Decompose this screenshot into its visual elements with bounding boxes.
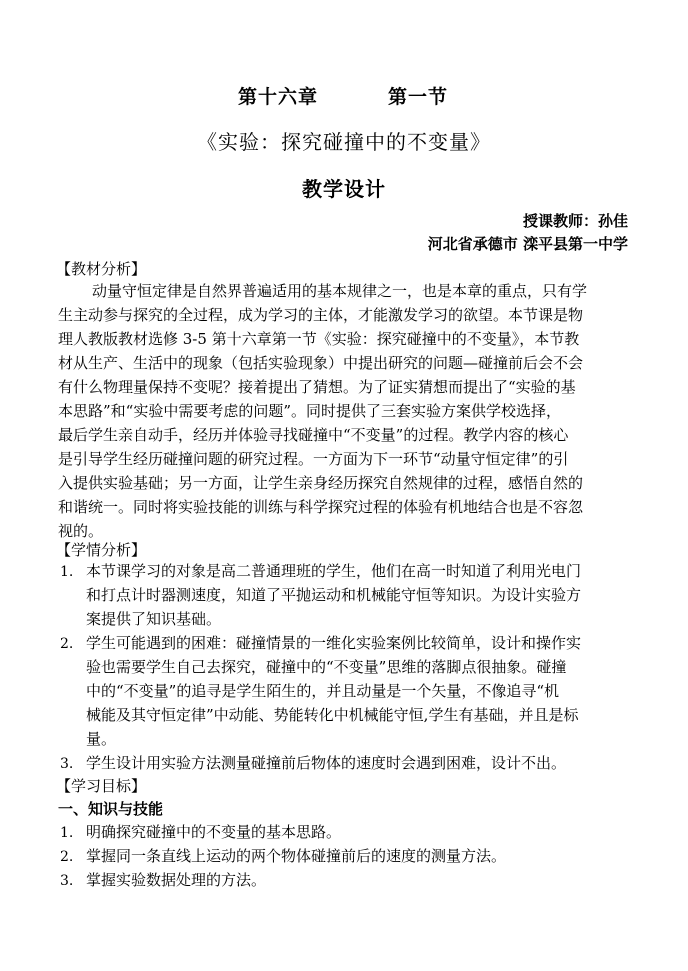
paragraph-line: 量。	[86, 730, 117, 748]
paragraph-line: 掌握实验数据处理的方法。	[86, 871, 267, 889]
paragraph-line: 和打点计时器测速度，知道了平抛运动和机械能守恒等知识。为设计实验方	[86, 586, 582, 604]
paragraph-line: 视的。	[58, 522, 104, 540]
student-analysis-heading: 【学情分析】	[56, 541, 147, 559]
knowledge-skills-subheading: 一、知识与技能	[58, 800, 164, 818]
learning-goals-heading: 【学习目标】	[56, 777, 147, 795]
paragraph-line: 最后学生亲自动手，经历并体验寻找碰撞中“不变量”的过程。教学内容的核心	[58, 426, 569, 444]
list-number: 1.	[60, 825, 74, 841]
paragraph-line: 是引导学生经历碰撞问题的研究过程。一方面为下一环节“动量守恒定律”的引	[58, 450, 569, 468]
section-label: 第一节	[388, 86, 449, 108]
paragraph-line: 械能及其守恒定律”中动能、势能转化中机械能守恒,学生有基础，并且是标	[86, 706, 579, 724]
paragraph-line: 本节课学习的对象是高二普通理班的学生，他们在高一时知道了利用光电门	[86, 562, 582, 580]
paragraph-line: 入提供实验基础；另一方面，让学生亲身经历探究自然规律的过程，感悟自然的	[58, 474, 584, 492]
list-number: 3.	[60, 756, 74, 772]
paragraph-line: 和谐统一。同时将实验技能的训练与科学探究过程的体验有机地结合也是不容忽	[58, 498, 584, 516]
paragraph-line: 本思路”和“实验中需要考虑的问题”。同时提供了三套实验方案供学校选择，	[58, 402, 562, 420]
list-number: 2.	[60, 636, 74, 652]
textbook-analysis-heading: 【教材分析】	[56, 260, 147, 278]
paragraph-line: 理人教版教材选修 3-5 第十六章第一节《实验：探究碰撞中的不变量》，本节教	[58, 330, 580, 348]
doc-type-title: 教学设计	[302, 177, 386, 201]
school-name: 河北省承德市 滦平县第一中学	[427, 235, 628, 253]
paragraph-line: 中的“不变量”的追寻是学生陌生的，并且动量是一个矢量，不像追寻“机	[86, 682, 560, 700]
paragraph-line: 案提供了知识基础。	[86, 610, 222, 628]
lesson-title: 《实验：探究碰撞中的不变量》	[197, 130, 491, 154]
paragraph-line: 学生设计用实验方法测量碰撞前后物体的速度时会遇到困难，设计不出。	[86, 754, 567, 772]
paragraph-line: 动量守恒定律是自然界普遍适用的基本规律之一，也是本章的重点，只有学	[92, 282, 588, 300]
teacher-name: 授课教师：孙佳	[522, 212, 628, 230]
paragraph-line: 有什么物理量保持不变呢？接着提出了猜想。为了证实猜想而提出了“实验的基	[58, 378, 576, 396]
paragraph-line: 学生可能遇到的困难：碰撞情景的一维化实验案例比较简单，设计和操作实	[86, 634, 582, 652]
list-number: 1.	[60, 564, 74, 580]
list-number: 3.	[60, 873, 74, 889]
paragraph-line: 材从生产、生活中的现象（包括实验现象）中提出研究的问题—碰撞前后会不会	[58, 354, 584, 372]
paragraph-line: 掌握同一条直线上运动的两个物体碰撞前后的速度的测量方法。	[86, 847, 507, 865]
paragraph-line: 明确探究碰撞中的不变量的基本思路。	[86, 823, 342, 841]
list-number: 2.	[60, 849, 74, 865]
chapter-label: 第十六章	[238, 86, 319, 108]
paragraph-line: 验也需要学生自己去探究，碰撞中的“不变量”思维的落脚点很抽象。碰撞	[86, 658, 567, 676]
paragraph-line: 生主动参与探究的全过程，成为学习的主体，才能激发学习的欲望。本节课是物	[58, 306, 584, 324]
